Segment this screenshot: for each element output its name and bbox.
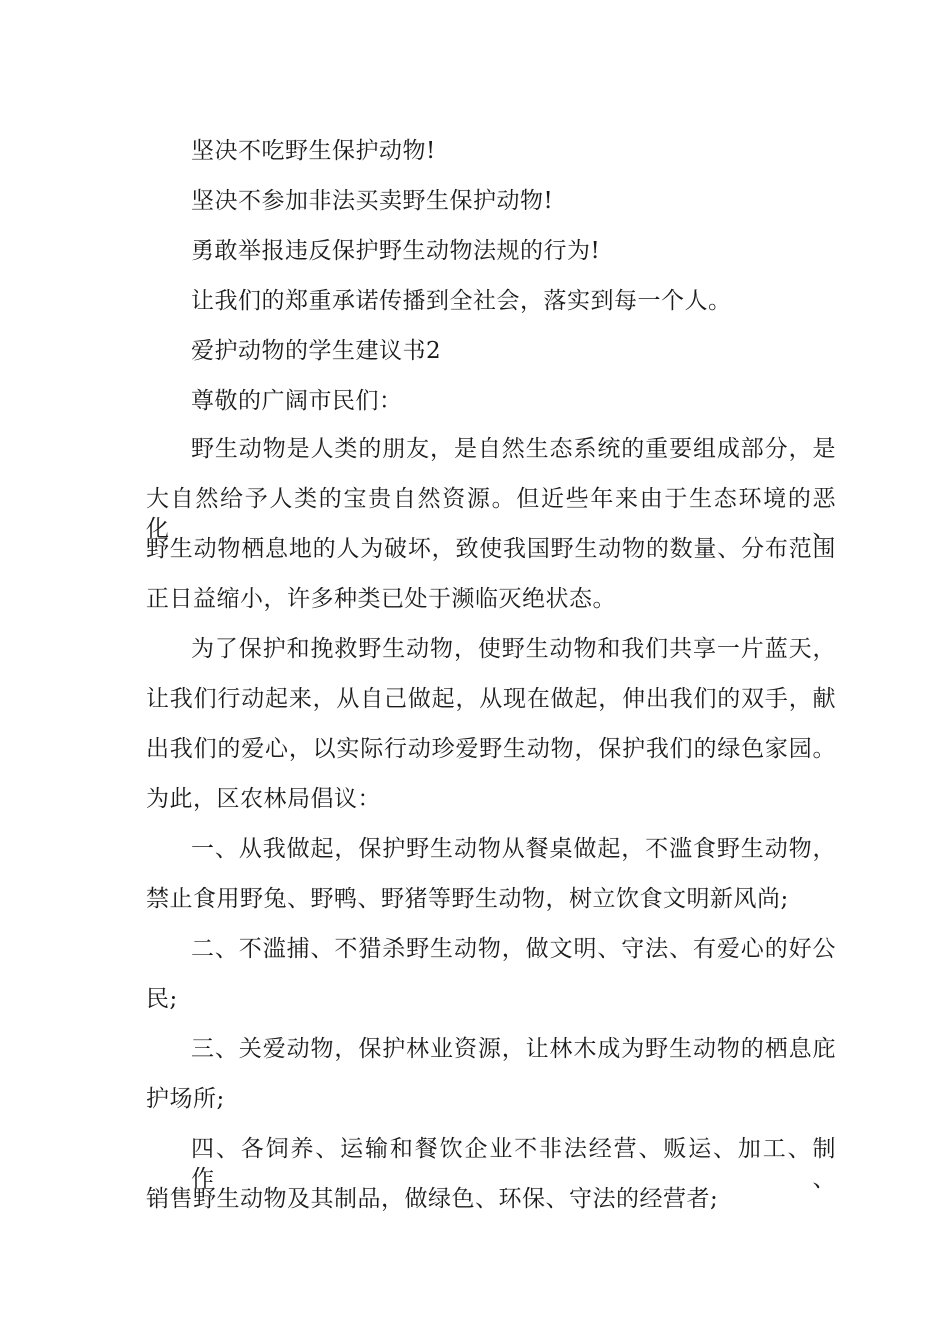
paragraph-1-line-1: 野生动物是人类的朋友，是自然生态系统的重要组成部分，是 xyxy=(191,436,836,462)
proposal-4-line-2: 销售野生动物及其制品，做绿色、环保、守法的经营者; xyxy=(146,1186,719,1212)
pledge-spread: 让我们的郑重承诺传播到全社会，落实到每一个人。 xyxy=(191,288,732,314)
proposal-2-line-2: 民; xyxy=(146,986,178,1012)
pledge-no-trading: 坚决不参加非法买卖野生保护动物! xyxy=(191,188,554,214)
proposal-3-line-1: 三、关爱动物，保护林业资源，让林木成为野生动物的栖息庇 xyxy=(191,1036,836,1062)
paragraph-1-line-4: 正日益缩小，许多种类已处于濒临灭绝状态。 xyxy=(146,586,616,612)
paragraph-1-line-3: 野生动物栖息地的人为破坏，致使我国野生动物的数量、分布范围 xyxy=(146,536,836,562)
pledge-no-eating: 坚决不吃野生保护动物! xyxy=(191,138,436,164)
proposal-4-line-1: 四、各饲养、运输和餐饮企业不非法经营、贩运、加工、制作、 xyxy=(191,1136,836,1192)
paragraph-1-line-2: 大自然给予人类的宝贵自然资源。但近些年来由于生态环境的恶化、 xyxy=(146,486,836,542)
paragraph-2-line-1: 为了保护和挽救野生动物，使野生动物和我们共享一片蓝天， xyxy=(191,636,836,662)
proposal-2-line-1: 二、不滥捕、不猎杀野生动物，做文明、守法、有爱心的好公 xyxy=(191,936,836,962)
paragraph-2-line-2: 让我们行动起来，从自己做起，从现在做起，伸出我们的双手，献 xyxy=(146,686,836,712)
paragraph-2-line-3: 出我们的爱心，以实际行动珍爱野生动物，保护我们的绿色家园。 xyxy=(146,736,836,762)
proposal-1-line-2: 禁止食用野兔、野鸭、野猪等野生动物，树立饮食文明新风尚; xyxy=(146,886,789,912)
pledge-report: 勇敢举报违反保护野生动物法规的行为! xyxy=(191,238,601,264)
section-title: 爱护动物的学生建议书2 xyxy=(191,338,442,364)
salutation: 尊敬的广阔市民们： xyxy=(191,388,403,414)
proposal-3-line-2: 护场所; xyxy=(146,1086,225,1112)
proposal-1-line-1: 一、从我做起，保护野生动物从餐桌做起，不滥食野生动物， xyxy=(191,836,836,862)
paragraph-2-line-4: 为此，区农林局倡议： xyxy=(146,786,381,812)
